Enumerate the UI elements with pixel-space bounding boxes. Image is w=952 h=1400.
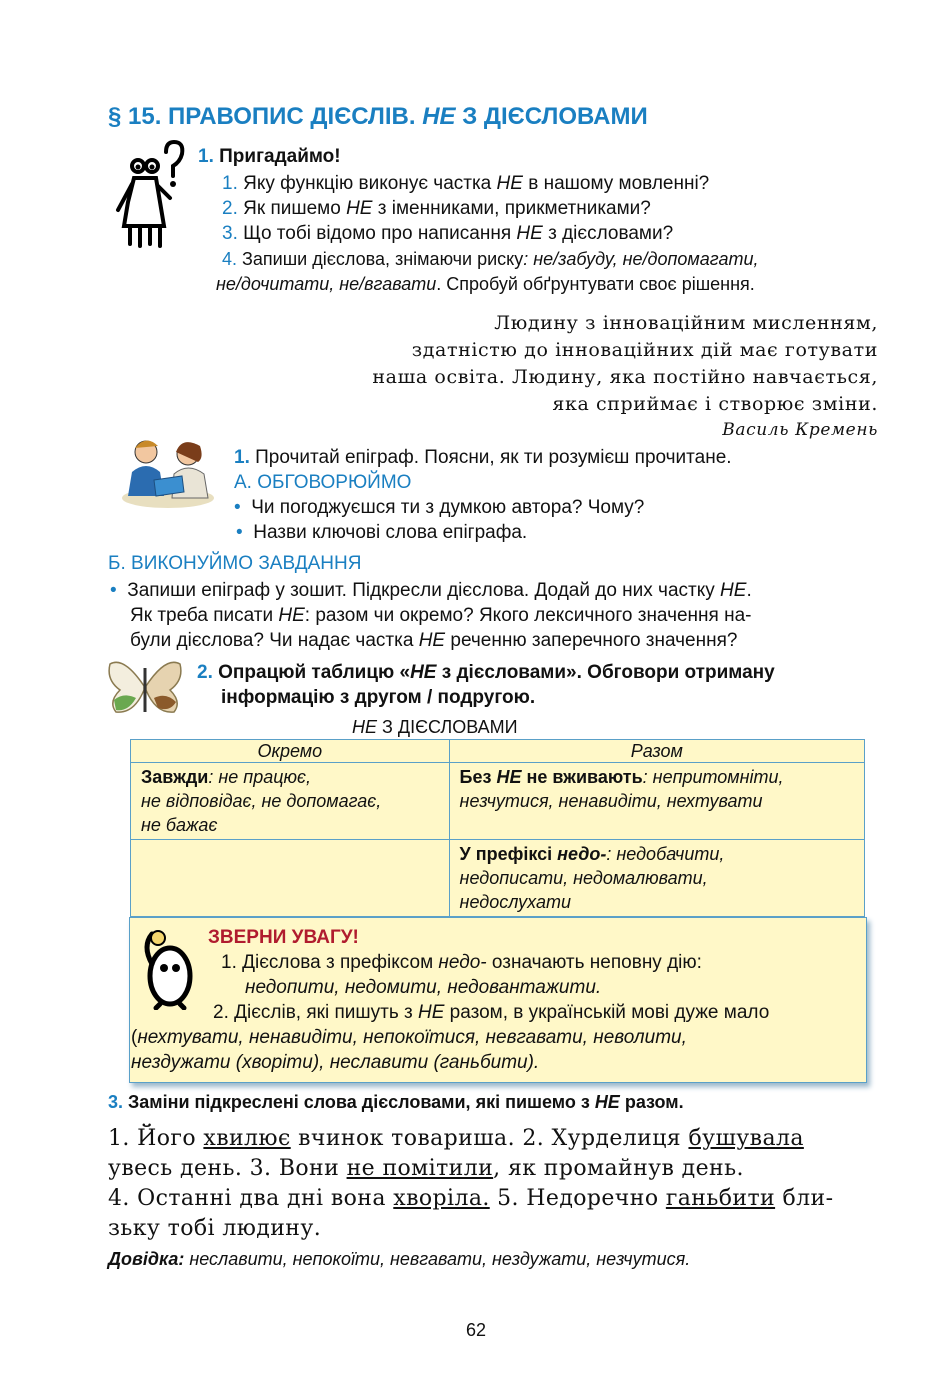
column-header-together: Разом bbox=[449, 740, 864, 763]
epigraph-line-2: здатністю до інноваційних дій має готувати bbox=[411, 339, 878, 361]
attention-figure-icon bbox=[138, 924, 198, 1010]
attention-point-2-examples-cont: нездужати (хворіти), неславити (ганьбити). bbox=[131, 1052, 540, 1073]
task-2-instruction-cont: інформацію з другом / подругою. bbox=[221, 687, 536, 708]
reference-words: Довідка: неславити, непокоїти, невгавати, нездужати, незчутися. bbox=[108, 1249, 691, 1269]
table-cell-always-separate: Завжди: не працює, не відповідає, не допомагає, не бажає bbox=[131, 763, 450, 840]
exercise-line-3: 4. Останні два дні вона хворіла. 5. Недоречно ганьбити бли- bbox=[108, 1186, 834, 1211]
thinking-figure-icon bbox=[110, 140, 186, 250]
page-title: § 15. ПРАВОПИС ДІЄСЛІВ. НЕ З ДІЄСЛОВАМИ bbox=[108, 103, 648, 130]
recall-question-3: 3. Що тобі відомо про написання НЕ з дієсловами? bbox=[222, 223, 674, 244]
butterfly-icon bbox=[106, 656, 184, 716]
table-cell-empty bbox=[131, 840, 450, 917]
do-task-line-2: Як треба писати НЕ: разом чи окремо? Якого лексичного значення на- bbox=[130, 605, 752, 626]
task-2-instruction: 2. Опрацюй таблицю «НЕ з дієсловами». Обговори отриману bbox=[197, 662, 775, 683]
attention-heading: ЗВЕРНИ УВАГУ! bbox=[208, 927, 359, 948]
discuss-bullet-1: • Чи погоджуєшся ти з думкою автора? Чому? bbox=[234, 497, 645, 518]
table-caption: НЕ З ДІЄСЛОВАМИ bbox=[352, 717, 518, 737]
table-cell-prefix-nedo: У префіксі недо-: недобачити, недописати, недомалювати, недослухати bbox=[449, 840, 864, 917]
epigraph-line-4: яка сприймає і створює зміни. bbox=[552, 393, 878, 415]
bullet-icon: • bbox=[110, 580, 117, 601]
do-task-line-1: • Запиши епіграф у зошит. Підкресли дієслова. Додай до них частку НЕ. bbox=[110, 580, 752, 601]
recall-question-1: 1. Яку функцію виконує частка НЕ в нашому мовленні? bbox=[222, 173, 710, 194]
task-1-instruction: 1. Прочитай епіграф. Поясни, як ти розумієш прочитане. bbox=[234, 447, 732, 468]
page-number: 62 bbox=[465, 1320, 487, 1340]
exercise-line-1: 1. Його хвилює вчинок товариша. 2. Хурделиця бушувала bbox=[108, 1126, 804, 1151]
epigraph-line-3: наша освіта. Людину, яка постійно навчається, bbox=[372, 366, 878, 388]
discuss-heading: А. ОБГОВОРЮЙМО bbox=[234, 472, 412, 493]
attention-point-1-examples: недопити, недомити, недовантажити. bbox=[245, 977, 602, 998]
task-3-instruction: 3. Заміни підкреслені слова дієсловами, які пишемо з НЕ разом. bbox=[108, 1092, 684, 1112]
epigraph-line-1: Людину з інноваційним мисленням, bbox=[494, 312, 878, 334]
attention-point-2: 2. Дієслів, які пишуть з НЕ разом, в українській мові дуже мало bbox=[213, 1002, 770, 1023]
bullet-icon: • bbox=[236, 522, 243, 543]
recall-question-4: 4. Запиши дієслова, знімаючи риску: не/забуду, не/допомагати, bbox=[222, 249, 759, 269]
discuss-bullet-2: • Назви ключові слова епіграфа. bbox=[236, 522, 528, 543]
attention-point-1: 1. Дієслова з префіксом недо- означають неповну дію: bbox=[221, 952, 702, 973]
table-cell-not-used-without-ne: Без НЕ не вживають: непритомніти, незчутися, ненавидіти, нехтувати bbox=[449, 763, 864, 840]
recall-heading: 1. Пригадаймо! bbox=[198, 146, 341, 167]
do-task-line-3: були дієслова? Чи надає частка НЕ реченню заперечного значення? bbox=[130, 630, 738, 651]
exercise-line-4: зьку тобі людину. bbox=[108, 1216, 322, 1241]
attention-point-2-examples: (нехтувати, ненавидіти, непокоїтися, невгавати, неволити, bbox=[131, 1027, 687, 1048]
column-header-separately: Окремо bbox=[131, 740, 450, 763]
bullet-icon: • bbox=[234, 497, 241, 518]
exercise-line-2: увесь день. 3. Вони не помітили, як промайнув день. bbox=[108, 1156, 744, 1181]
do-tasks-heading: Б. ВИКОНУЙМО ЗАВДАННЯ bbox=[108, 553, 362, 574]
ne-with-verbs-table bbox=[130, 739, 865, 917]
epigraph-author: Василь Кремень bbox=[722, 420, 878, 440]
recall-question-2: 2. Як пишемо НЕ з іменниками, прикметниками? bbox=[222, 198, 651, 219]
students-discussing-icon bbox=[118, 432, 218, 512]
recall-question-4-cont: не/дочитати, не/вгавати. Спробуй обґрунтувати своє рішення. bbox=[216, 274, 755, 294]
